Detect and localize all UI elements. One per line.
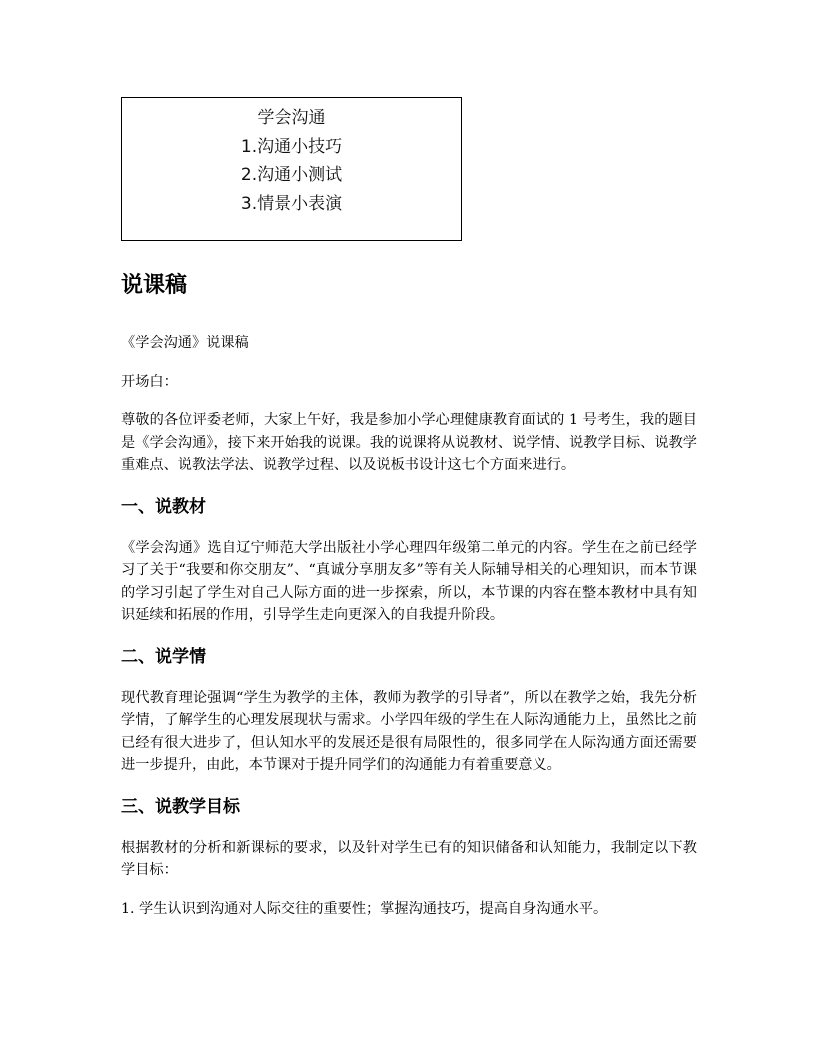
board-item: 3.情景小表演: [240, 193, 343, 214]
section-paragraph: 《学会沟通》选自辽宁师范大学出版社小学心理四年级第二单元的内容。学生在之前已经学习了关于“我要和你交朋友”、“真诚分享朋友多”等有关人际辅导相关的心理知识，而本节课的学习引起了学生对自己人际方面的进一步探索，所以，本节课的内容在整本教材中具有知识延续和拓展的作用，引导学生走向更深入的自我提升阶段。: [121, 539, 697, 623]
section-paragraph: 根据教材的分析和新课标的要求，以及针对学生已有的知识储备和认知能力，我制定以下教学目标：: [121, 839, 697, 878]
opening-paragraph: 尊敬的各位评委老师，大家上午好，我是参加小学心理健康教育面试的 1 号考生，我的题目是《学会沟通》，接下来开始我的说课。我的说课将从说教材、说学情、说教学目标、说教学重难点、说教法学法、说教学过程、以及说板书设计这七个方面来进行。: [121, 412, 697, 473]
document-body: [121, 266, 697, 936]
section-heading-textbook: 一、说教材: [121, 496, 206, 517]
section-heading-objectives: 三、说教学目标: [121, 796, 240, 817]
section-heading-learners: 二、说学情: [121, 646, 206, 667]
board-item: 2.沟通小测试: [240, 165, 343, 185]
document-title: 说课稿: [121, 273, 188, 298]
opening-label: 开场白：: [121, 373, 178, 390]
board-title: 学会沟通: [257, 108, 326, 128]
blackboard-design-box: [121, 97, 462, 241]
document-subtitle: 《学会沟通》说课稿: [121, 335, 249, 351]
board-item: 1.沟通小技巧: [240, 136, 343, 157]
section-paragraph: 现代教育理论强调“学生为教学的主体，教师为教学的引导者”，所以在教学之始，我先分析学情，了解学生的心理发展现状与需求。小学四年级的学生在人际沟通能力上，虽然比之前已经有很大进步了，但认知水平的发展还是很有局限性的，很多同学在人际沟通方面还需要进一步提升，由此，本节课对于提升同学们的沟通能力有着重要意义。: [121, 689, 697, 773]
objective-item: 1. 学生认识到沟通对人际交往的重要性；掌握沟通技巧，提高自身沟通水平。: [121, 900, 608, 917]
